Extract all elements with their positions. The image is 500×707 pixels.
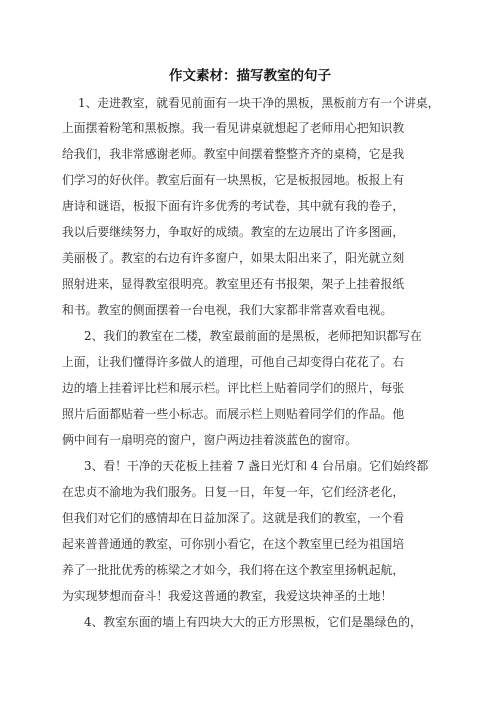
text-line: 上面，让我们懂得许多做人的道理，可他自己却变得白花花了。右 <box>62 355 405 369</box>
text-line: 上面摆着粉笔和黑板擦。我一看见讲桌就想起了老师用心把知识教 <box>62 121 405 135</box>
text-line: 为实现梦想而奋斗！我爱这普通的教室，我爱这块神圣的土地！ <box>62 589 393 603</box>
document-title: 作文素材：描写教室的句子 <box>169 68 331 84</box>
text-line: 2、我们的教室在二楼，教室最前面的是黑板，老师把知识都写在 <box>84 329 422 343</box>
text-line: 美丽极了。教室的右边有许多窗户，如果太阳出来了，阳光就立刻 <box>62 251 405 265</box>
text-line: 们学习的好伙伴。教室后面有一块黑板，它是板报园地。板报上有 <box>62 173 405 187</box>
text-line: 4、教室东面的墙上有四块大大的正方形黑板，它们是墨绿色的， <box>84 615 422 629</box>
text-line: 照片后面都贴着一些小标志。而展示栏上则贴着同学们的作品。他 <box>62 407 405 421</box>
text-line: 俩中间有一扇明亮的窗户，窗户两边挂着淡蓝色的窗帘。 <box>62 433 357 447</box>
text-line: 我以后要继续努力，争取好的成绩。教室的左边展出了许多图画， <box>62 225 405 239</box>
text-line: 1、走进教室，就看见前面有一块干净的黑板，黑板前方有一个讲桌， <box>78 96 440 110</box>
text-line: 起来普普通通的教室，可你别小看它，在这个教室里已经为祖国培 <box>62 537 405 551</box>
text-line: 养了一批批优秀的栋梁之才如今，我们将在这个教室里扬帆起航， <box>62 563 405 577</box>
text-line: 唐诗和谜语，板报下面有许多优秀的考试卷，其中就有我的卷子， <box>62 199 405 213</box>
text-line: 但我们对它们的感情却在日益加深了。这就是我们的教室，一个看 <box>62 511 405 525</box>
text-line: 照射进来，显得教室很明亮。教室里还有书报架，架子上挂着报纸 <box>62 277 405 291</box>
text-line: 3、看！干净的天花板上挂着 7 盏日光灯和 4 台吊扇。它们始终都 <box>84 459 429 473</box>
text-line: 给我们，我非常感谢老师。教室中间摆着整整齐齐的桌椅，它是我 <box>62 147 405 161</box>
text-line: 边的墙上挂着评比栏和展示栏。评比栏上贴着同学们的照片，每张 <box>62 381 405 395</box>
text-line: 和书。教室的侧面摆着一台电视，我们大家都非常喜欢看电视。 <box>62 303 393 317</box>
text-line: 在忠贞不渝地为我们服务。日复一日，年复一年，它们经济老化， <box>62 485 405 499</box>
